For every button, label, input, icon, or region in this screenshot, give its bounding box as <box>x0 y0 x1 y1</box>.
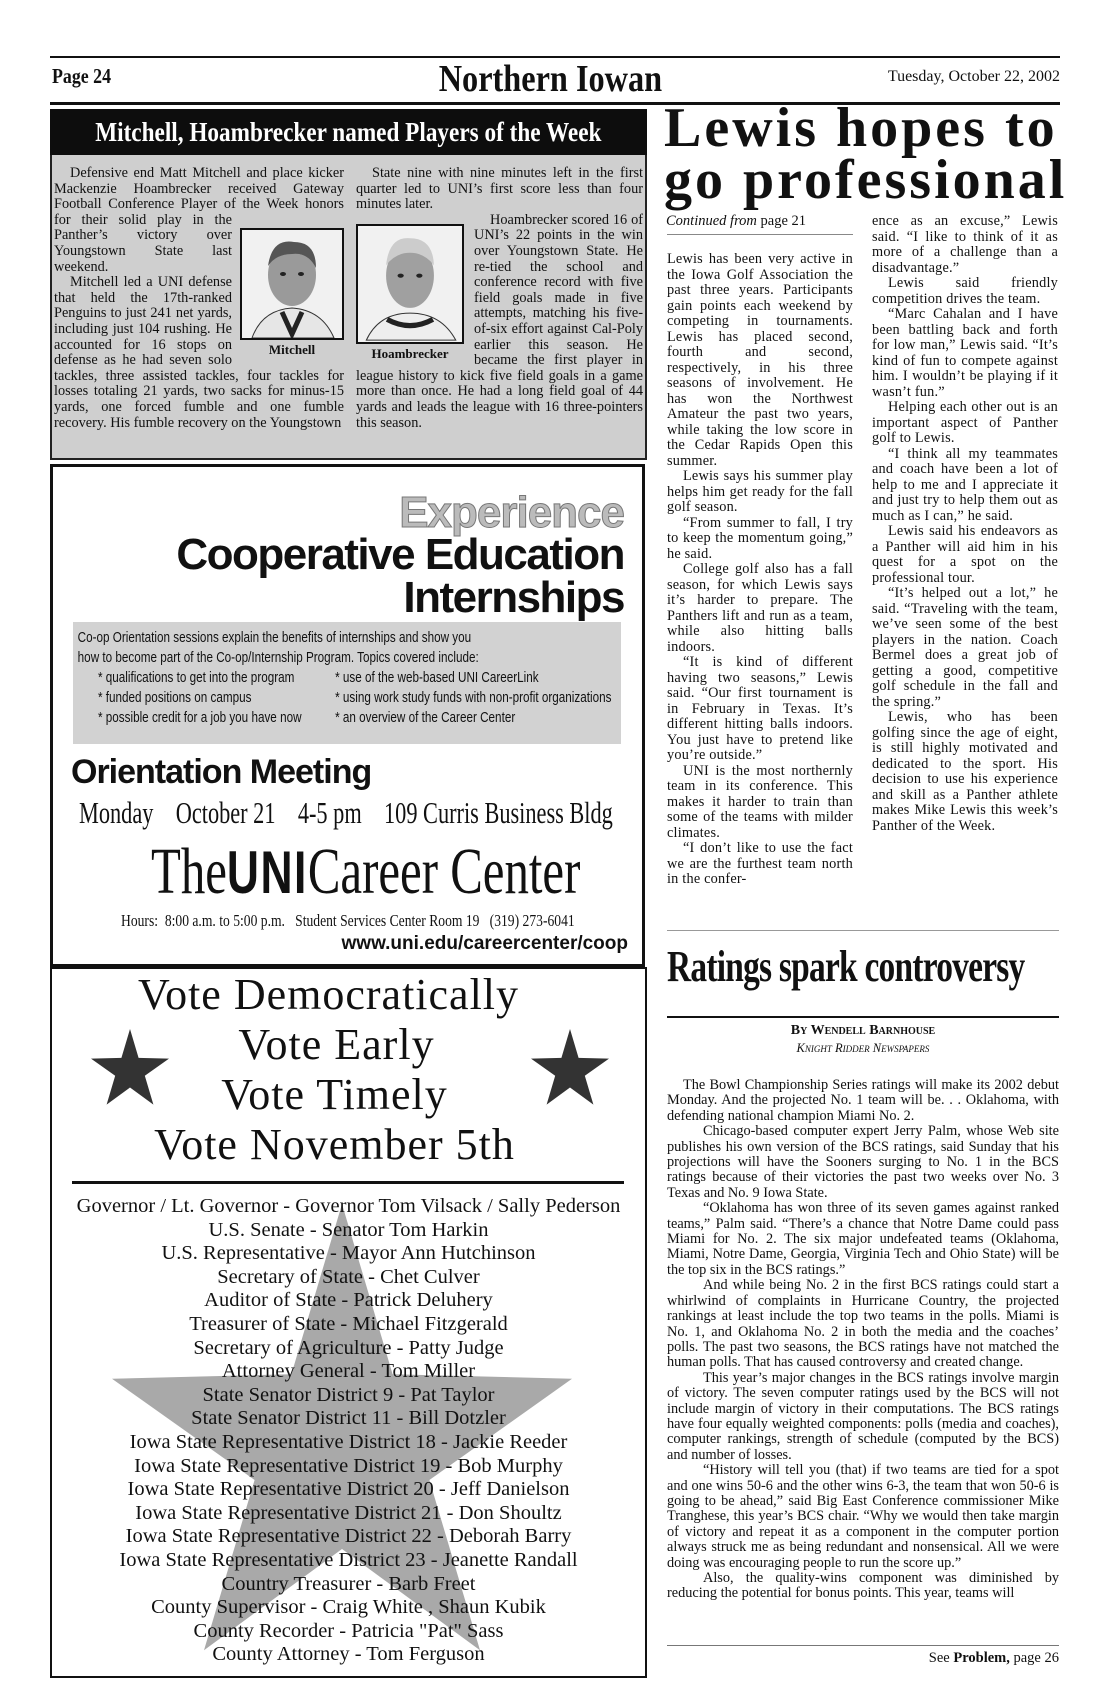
candidate-line: U.S. Representative - Mayor Ann Hutchinson <box>161 1242 536 1265</box>
ad-hours-text: Hours: 8:00 a.m. to 5:00 p.m. Student Services Center Room 19 (319) 273-6041 <box>121 911 575 930</box>
vote-rule <box>72 1181 624 1184</box>
lewis-column-2 <box>872 214 1058 834</box>
candidate-line: County Attorney - Tom Ferguson <box>212 1643 485 1666</box>
lewis-column-1 <box>667 252 853 888</box>
ad-orientation-meeting <box>71 753 371 791</box>
byline-text: By Wendell Barnhouse <box>790 1023 936 1038</box>
candidate-line: State Senator District 11 - Bill Dotzler <box>191 1407 506 1430</box>
players-paragraph: Defensive end Matt Mitchell and place kicker Mackenzie Hoambrecker received Gateway Football Conference Player of the Week honors for their solid play in the Panther’s victory over Youngstown State last weekend. <box>54 165 344 275</box>
vote-slogan: Vote November 5th <box>154 1120 515 1169</box>
ad-internships-text: Internships <box>403 573 624 622</box>
ad-orientation-meeting-text: Orientation Meeting <box>71 753 372 791</box>
ad-topic: * an overview of the Career Center <box>335 709 516 726</box>
ad-topic: * funded positions on campus <box>97 689 252 706</box>
ratings-headline <box>667 942 1120 992</box>
mitchell-photo <box>240 228 344 340</box>
lewis-paragraph: “From summer to fall, I try to keep the momentum going,” he said. <box>667 514 853 562</box>
ad-meeting-time: 4-5 pm <box>297 795 362 830</box>
lewis-paragraph: UNI is the most northernly team in its conference. This makes it harder to train than some of the teams with milder climates. <box>667 762 853 841</box>
ad-url-text: www.uni.edu/careercenter/coop <box>341 933 628 954</box>
lewis-paragraph: Lewis, who has been golfing since the age of eight, is still highly motivated and dedicated to the sport. His decision to use his experience and skill as a Panther athlete makes Mike Lewis this week’s Panther of the Week. <box>872 709 1058 834</box>
continued-rule <box>667 234 853 235</box>
candidate-line: County Recorder - Patricia "Pat" Sass <box>193 1619 504 1642</box>
lewis-paragraph: “It’s helped out a lot,” he said. “Traveling with the team, we’ve seen some of the best players in the nation. Coach Bermel does a great job of getting a good, competitive golf schedule in the fall and the spring.” <box>872 585 1058 710</box>
candidate-line: Iowa State Representative District 23 - Jeanette Randall <box>119 1548 578 1571</box>
ad-meeting-day: Monday <box>79 795 154 830</box>
ad-topic: * use of the web-based UNI CareerLink <box>335 669 539 686</box>
ad-logo-career-center: Career Center <box>307 835 581 908</box>
issue-date-text: Tuesday, October 22, 2002 <box>887 68 1060 85</box>
candidate-line: Governor / Lt. Governor - Governor Tom Vilsack / Sally Pederson <box>76 1195 621 1217</box>
jump-line[interactable] <box>929 1650 1059 1667</box>
hoambrecker-photo-block <box>356 224 464 364</box>
ad-coop-education-text: Cooperative Education <box>176 530 624 579</box>
lewis-paragraph: ence as an excuse,” Lewis said. “I like to think of it as more of a challenge than a disadvantage.” <box>872 213 1058 276</box>
lewis-paragraph: Lewis has been very active in the Iowa Golf Association the past three years. Participants gain points each weekend by competing in tournaments. Lewis has placed second, fourth and second, respectively, in his three seasons of involvement. He has won the Northwest Amateur the past two years, while taking the low score in the Cedar Rapids Open this summer. <box>667 251 853 469</box>
ad-intro-line: how to become part of the Co-op/Internship Program. Topics covered include: <box>77 649 479 666</box>
lewis-headline-line: Lewis hopes to <box>664 97 1058 159</box>
lewis-paragraph: College golf also has a fall season, for which Lewis says it’s harder to prepare. The Panthers lift and run as a team, while also hitting balls indoors. <box>667 561 853 655</box>
ratings-end-rule <box>667 1645 1059 1646</box>
page-number <box>52 64 121 89</box>
lewis-headline-line: go professional <box>664 149 1068 211</box>
ad-meeting-date: October 21 <box>175 795 276 830</box>
lewis-paragraph: “Marc Cahalan and I have been battling back and forth for low man,” Lewis said. “It’s kind of fun to compete against him. I wouldn’t be playing if it wasn’t fun.” <box>872 306 1058 400</box>
lewis-paragraph: “It is kind of different having two seasons,” Lewis said. “Our first tournament is in February in Texas. It’s different hitting balls indoors. You just have to pretend like you’re outside.” <box>667 654 853 763</box>
mitchell-caption: Mitchell <box>268 342 316 357</box>
ratings-headline-text: Ratings spark controversy <box>667 942 1025 991</box>
ad-experience-text: Experience <box>399 488 624 537</box>
lewis-paragraph: Lewis says his summer play helps him get ready for the fall golf season. <box>667 468 853 515</box>
ratings-paragraph: This year’s major changes in the BCS ratings involve margin of victory. The seven computer ratings used by the BCS will not include margin of victory in their computations. The BCS ratings have four equally weighted components: polls (media and coaches), computer rankings, strength of schedule (computed by the BCS) and number of losses. <box>667 1369 1059 1463</box>
players-paragraph: Hoambrecker scored 16 of UNI’s 22 points in the win over Youngstown State. He re-tied the school and conference record with five field goals made in five attempts, matching his five-of-six effort against Cal-Poly earlier this season. He became the first player in league history to kick five field goals in a game more than once. He had a long field goal of 44 yards and leads the league with 16 three-pointers this season. <box>356 211 643 431</box>
players-headline: Mitchell, Hoambrecker named Players of the Week <box>95 117 602 147</box>
players-paragraph: State nine with nine minutes left in the first quarter led to UNI’s first score less than four minutes later. <box>356 165 643 213</box>
page-number-text: Page 24 <box>52 64 111 88</box>
candidate-line: Iowa State Representative District 21 - Don Shoultz <box>135 1501 562 1524</box>
ad-topic: * using work study funds with non-profit organizations <box>335 689 612 706</box>
lewis-end-rule <box>667 930 1059 931</box>
ad-hours <box>121 911 688 931</box>
candidate-line: County Supervisor - Craig White , Shaun Kubik <box>151 1596 546 1619</box>
candidate-line: Attorney General - Tom Miller <box>221 1360 476 1383</box>
lewis-paragraph: Helping each other out is an important aspect of Panther golf to Lewis. <box>872 399 1058 446</box>
jump-see: See <box>928 1650 950 1666</box>
candidate-line: Treasurer of State - Michael Fitzgerald <box>189 1312 508 1335</box>
players-paragraph: Mitchell led a UNI defense that held the 17th-ranked Penguins to just 241 net yards, including just 104 rushing. He accounted for 16 stops on defense as he had seven solo tackles, three assisted tackles, four tackles for losses totaling 21 yards, two sacks for minus-15 yards, one forced fumble and one fumble recovery. His fumble recovery on the Youngstown <box>54 274 344 431</box>
paper-name <box>380 58 720 100</box>
affiliation-text: Knight Ridder Newspapers <box>796 1041 930 1055</box>
ad-career-center-logo <box>151 837 731 908</box>
vote-slogan: Vote Timely <box>221 1070 448 1119</box>
ratings-body <box>667 1078 1059 1602</box>
continued-from: Continued from <box>666 213 757 229</box>
candidate-line: Iowa State Representative District 22 - Deborah Barry <box>125 1525 572 1548</box>
lewis-paragraph: Lewis said his endeavors as a Panther will aid him in his quest for a spot on the professional tour. <box>872 523 1058 586</box>
issue-date <box>888 68 1060 86</box>
candidate-line: Iowa State Representative District 19 - Bob Murphy <box>134 1454 563 1477</box>
ratings-paragraph: “Oklahoma has won three of its seven games against ranked teams,” Palm said. “There’s a chance that Notre Dame could pass Miami for No. 2. The six major undefeated teams (Oklahoma, Miami, Notre Dame, Georgia, Virginia Tech and Ohio State) will be the top six in the BCS ratings.” <box>667 1200 1059 1278</box>
candidate-line: State Senator District 9 - Pat Taylor <box>202 1383 495 1406</box>
ratings-paragraph: “History will tell you (that) if two teams are tied for a spot and one wins 50-6 and the other wins 6-3, the team that won 50-6 is going to be ahead,” said Big East Conference commissioner Mike Tranghese, this year’s BCS chair. “Why we would then take margin of victory and repeat it as a component in the computer portion always struck me as being redundant and nonsensical. All we were doing was encouraging people to run the score up.” <box>667 1462 1059 1571</box>
ratings-paragraph: And while being No. 2 in the first BCS ratings could start a whirlwind of complaints in Hurricane Country, the projected rankings at least include the top two teams in the polls. Miami is No. 1, and Oklahoma No. 2 in both the media and the coaches’ polls. The past two seasons, the BCS ratings have not matched the human polls. That has caused controversy and created change. <box>667 1277 1059 1371</box>
lewis-continued <box>666 213 806 230</box>
ad-meeting-place: 109 Curris Business Bldg <box>383 795 613 830</box>
vote-slogan: Vote Democratically <box>137 970 520 1019</box>
lewis-paragraph: “I think all my teammates and coach have been a lot of help to me and I appreciate it and just try to help them out as much as I can,” he said. <box>872 445 1058 524</box>
ratings-paragraph: Chicago-based computer expert Jerry Palm, whose Web site publishes his own version of the BCS ratings, said Sunday that his projections will have the Sooners surging to No. 1 in the BCS ratings because of their victories the past two weeks over No. 3 Texas and No. 9 Iowa State. <box>667 1123 1059 1201</box>
players-headline-banner <box>50 109 647 155</box>
vote-ad <box>50 967 647 1678</box>
ad-logo-uni: UNI <box>226 839 308 906</box>
hoambrecker-caption: Hoambrecker <box>371 346 449 361</box>
jump-word: Problem, <box>953 1650 1010 1666</box>
candidate-line: Iowa State Representative District 18 - Jackie Reeder <box>129 1430 568 1453</box>
players-article <box>50 155 647 460</box>
coop-internship-ad <box>50 464 645 967</box>
ad-topics-box <box>73 622 621 744</box>
vote-slogan: Vote Early <box>238 1020 435 1069</box>
ratings-paragraph: Also, the quality-wins component was diminished by reducing the potential for bonus points. This year, teams will <box>667 1570 1059 1602</box>
ratings-rule <box>667 1016 1059 1018</box>
ad-experience <box>399 488 624 537</box>
text-block <box>52 1195 645 1667</box>
candidate-line: Secretary of Agriculture - Patty Judge <box>193 1336 504 1359</box>
ad-topic: * qualifications to get into the program <box>97 669 295 686</box>
candidate-line: U.S. Senate - Senator Tom Harkin <box>208 1218 489 1241</box>
lewis-paragraph: “I don’t like to use the fact we are the furthest team north in the confer- <box>667 840 853 887</box>
candidate-line: Auditor of State - Patrick Deluhery <box>204 1289 493 1312</box>
lewis-headline <box>664 97 1068 211</box>
candidate-line: Country Treasurer - Barb Freet <box>221 1572 476 1595</box>
ratings-affiliation <box>667 1041 1059 1056</box>
ratings-byline <box>667 1022 1059 1039</box>
candidate-line: Secretary of State - Chet Culver <box>217 1265 480 1288</box>
ad-intro-line: Co-op Orientation sessions explain the benefits of internships and show you <box>77 629 472 646</box>
paper-name-text: Northern Iowan <box>438 58 662 100</box>
players-left-column <box>54 166 344 431</box>
candidate-line: Iowa State Representative District 20 - Jeff Danielson <box>127 1478 570 1501</box>
ad-coop-education <box>176 530 624 579</box>
ad-topic: * possible credit for a job you have now <box>97 709 302 726</box>
hoambrecker-photo <box>356 224 464 344</box>
continued-page: page 21 <box>760 213 807 229</box>
jump-page: page 26 <box>1013 1650 1059 1666</box>
lewis-paragraph: Lewis said friendly competition drives the team. <box>872 275 1058 307</box>
ratings-paragraph: The Bowl Championship Series ratings will make its 2002 debut Monday. And the projected No. 1 team will be. . . Oklahoma, with defending national champion Miami No. 2. <box>667 1077 1059 1124</box>
players-right-column <box>356 166 643 431</box>
mitchell-photo-block <box>240 228 344 360</box>
ad-logo-the: The <box>151 835 227 908</box>
ad-url <box>342 933 628 955</box>
ad-internships <box>403 573 624 622</box>
